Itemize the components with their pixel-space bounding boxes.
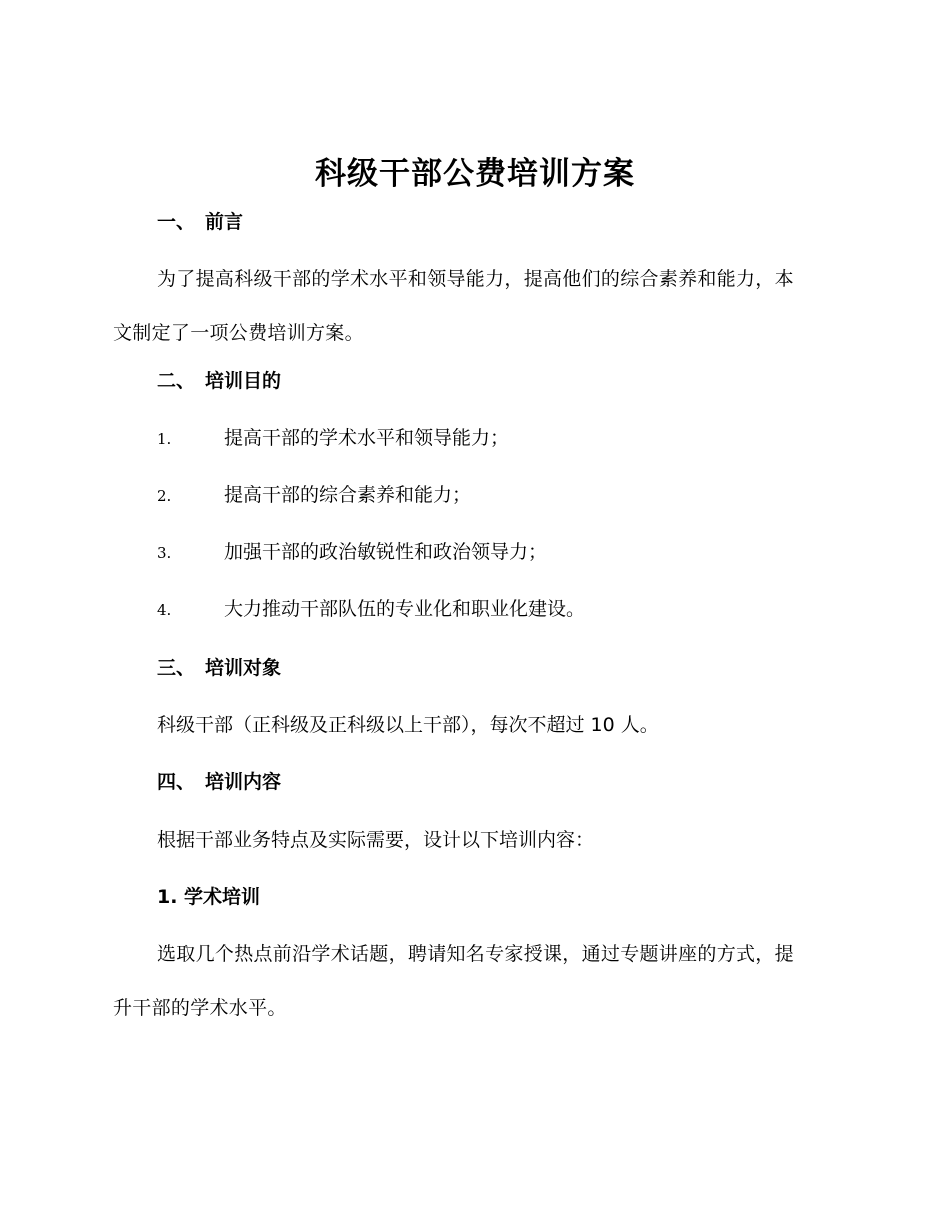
section-heading-audience: [157, 654, 281, 682]
academic-paragraph: 选取几个热点前沿学术话题，聘请知名专家授课，通过专题讲座的方式，提升干部的学术水平。: [113, 943, 794, 1019]
section-number: 一、: [157, 211, 196, 233]
section-heading-content: [157, 768, 281, 796]
list-item-text: 提高干部的综合素养和能力；: [224, 484, 472, 506]
document-title: 科级干部公费培训方案: [315, 156, 635, 192]
list-item-number: 2.: [157, 487, 172, 505]
section-title: 培训目的: [205, 370, 282, 392]
list-item: [157, 481, 471, 510]
audience-text: 科级干部（正科级及正科级以上干部），每次不超过 10 人。: [157, 714, 659, 736]
list-item-number: 4.: [157, 601, 172, 619]
section-number: 二、: [157, 370, 196, 392]
section-number: 四、: [157, 771, 196, 793]
section-heading-purpose: [157, 367, 281, 395]
section-title: 前言: [205, 211, 244, 233]
list-item: [157, 595, 585, 624]
list-item-text: 大力推动干部队伍的专业化和职业化建设。: [224, 598, 586, 620]
section-heading-preface: [157, 208, 243, 236]
list-item-text: 加强干部的政治敏锐性和政治领导力；: [224, 541, 548, 563]
section-number: 三、: [157, 657, 196, 679]
section-title: 培训对象: [205, 657, 282, 679]
section-title: 培训内容: [205, 771, 282, 793]
list-item-text: 提高干部的学术水平和领导能力；: [224, 427, 510, 449]
list-item: [157, 424, 509, 453]
preface-paragraph: 为了提高科级干部的学术水平和领导能力，提高他们的综合素养和能力，本文制定了一项公费培训方案。: [113, 268, 794, 344]
list-item-number: 1.: [157, 430, 172, 448]
content-intro-text: 根据干部业务特点及实际需要，设计以下培训内容：: [157, 829, 595, 851]
subsection-heading-academic: 1. 学术培训: [157, 886, 261, 908]
list-item: [157, 538, 547, 567]
list-item-number: 3.: [157, 544, 172, 562]
